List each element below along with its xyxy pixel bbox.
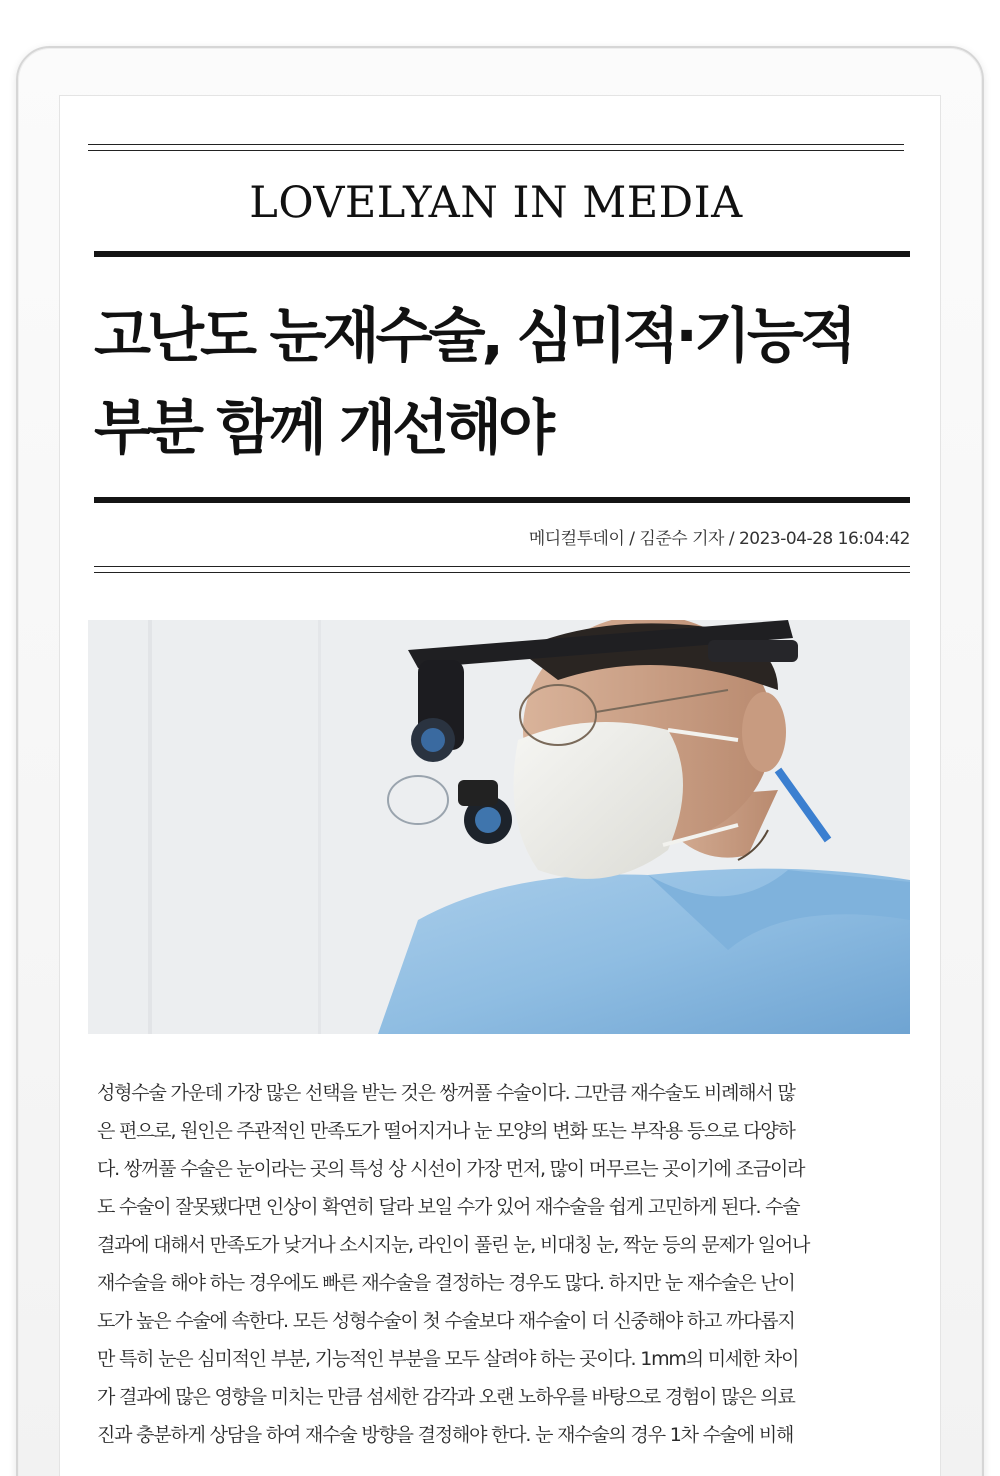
headline-line-1: 고난도 눈재수술, 심미적·기능적 [94,301,853,370]
article-line: 다. 쌍꺼풀 수술은 눈이라는 곳의 특성 상 시선이 가장 먼저, 많이 머무르는 곳이기에 조금이라 [97,1158,805,1180]
article-body [97,1074,912,1454]
byline-double-rule [94,566,910,573]
article-byline: 메디컬투데이 / 김준수 기자 / 2023-04-28 16:04:42 [528,529,910,549]
masthead-title: LOVELYAN IN MEDIA [249,178,743,228]
article-line: 재수술을 해야 하는 경우에도 빠른 재수술을 결정하는 경우도 많다. 하지만 눈 재수술은 난이 [97,1272,795,1294]
article-line: 도가 높은 수술에 속한다. 모든 성형수술이 첫 수술보다 재수술이 더 신중해야 하고 까다롭지 [97,1310,795,1332]
top-double-rule [88,144,904,151]
surgeon-illustration [88,620,910,1034]
surgeon-photo [88,620,910,1034]
headline-top-rule [94,251,910,257]
article-line: 가 결과에 많은 영향을 미치는 만큼 섬세한 감각과 오랜 노하우를 바탕으로 경험이 많은 의료 [97,1386,795,1408]
article-line: 도 수술이 잘못됐다면 인상이 확연히 달라 보일 수가 있어 재수술을 쉽게 고민하게 된다. 수술 [97,1196,800,1218]
article-line: 성형수술 가운데 가장 많은 선택을 받는 것은 쌍꺼풀 수술이다. 그만큼 재수술도 비례해서 많 [97,1082,795,1104]
article-headline [94,290,914,474]
headline-bottom-rule [94,497,910,503]
article-line: 진과 충분하게 상담을 하여 재수술 방향을 결정해야 한다. 눈 재수술의 경우 1차 수술에 비해 [97,1424,794,1446]
headline-line-2: 부분 함께 개선해야 [94,393,552,462]
article-line: 은 편으로, 원인은 주관적인 만족도가 떨어지거나 눈 모양의 변화 또는 부작용 등으로 다양하 [97,1120,795,1142]
article-line: 만 특히 눈은 심미적인 부분, 기능적인 부분을 모두 살려야 하는 곳이다. 1mm의 미세한 차이 [97,1348,799,1370]
article-line: 결과에 대해서 만족도가 낮거나 소시지눈, 라인이 풀린 눈, 비대칭 눈, 짝눈 등의 문제가 일어나 [97,1234,810,1256]
